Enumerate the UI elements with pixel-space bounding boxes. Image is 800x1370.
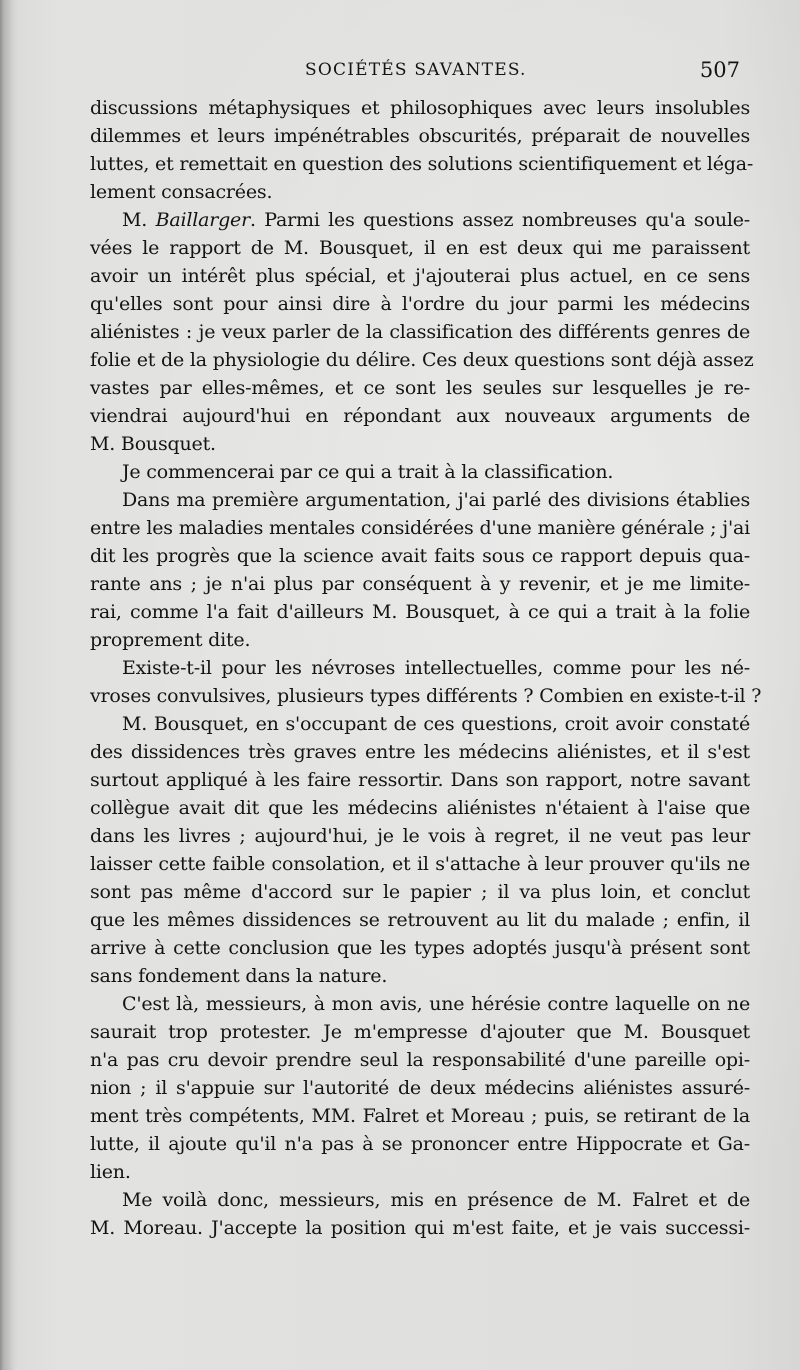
text-line: n'a pas cru devoir prendre seul la responsabilité d'une pareille opi- (90, 1049, 750, 1071)
text-line: arrive à cette conclusion que les types adoptés jusqu'à présent sont (90, 937, 750, 959)
text-line: lutte, il ajoute qu'il n'a pas à se prononcer entre Hippocrate et Ga- (90, 1133, 750, 1155)
text-line: dilemmes et leurs impénétrables obscurités, préparait de nouvelles (90, 125, 750, 147)
text-line: laisser cette faible consolation, et il s'attache à leur prouver qu'ils ne (90, 853, 750, 875)
text-line: rai, comme l'a fait d'ailleurs M. Bousquet, à ce qui a trait à la folie (90, 601, 750, 623)
text-line: dit les progrès que la science avait faits sous ce rapport depuis qua- (90, 545, 750, 567)
text-line: Me voilà donc, messieurs, mis en présence de M. Falret et de (122, 1189, 750, 1211)
text-line: avoir un intérêt plus spécial, et j'ajouterai plus actuel, en ce sens (90, 265, 750, 287)
text-line: folie et de la physiologie du délire. Ces deux questions sont déjà assez (90, 349, 754, 371)
text-line: collègue avait dit que les médecins aliénistes n'étaient à l'aise que (90, 797, 750, 819)
text-line: M. Bousquet. (90, 433, 216, 455)
text-line-speaker: M. Baillarger. Parmi les questions assez nombreuses qu'a soule- (122, 209, 751, 231)
text-line: sont pas même d'accord sur le papier ; il va plus loin, et conclut (90, 881, 750, 903)
text-line: proprement dite. (90, 629, 251, 651)
text-line: nion ; il s'appuie sur l'autorité de deux médecins aliénistes assuré- (90, 1077, 750, 1099)
text-line: rante ans ; je n'ai plus par conséquent à y revenir, et je me limite- (90, 573, 750, 595)
text-line: lien. (90, 1161, 131, 1183)
text-line: dans les livres ; aujourd'hui, je le vois à regret, il ne veut pas leur (90, 825, 750, 847)
text-line: luttes, et remettait en question des solutions scientifiquement et léga- (90, 153, 754, 175)
text-line: vastes par elles-mêmes, et ce sont les seules sur lesquelles je re- (90, 377, 750, 399)
text-line: saurait trop protester. Je m'empresse d'ajouter que M. Bousquet (90, 1021, 750, 1043)
text-line: vroses convulsives, plusieurs types différents ? Combien en existe-t-il ? (90, 685, 762, 707)
text-line: M. Bousquet, en s'occupant de ces questions, croit avoir constaté (122, 713, 750, 735)
text-line: lement consacrées. (90, 181, 273, 203)
text-line: surtout appliqué à les faire ressortir. Dans son rapport, notre savant (90, 769, 750, 791)
text-line: viendrai aujourd'hui en répondant aux nouveaux arguments de (90, 405, 750, 427)
page-number: 507 (699, 58, 740, 82)
text-line: Je commencerai par ce qui a trait à la classification. (122, 461, 614, 483)
text-line: C'est là, messieurs, à mon avis, une hérésie contre laquelle on ne (122, 993, 750, 1015)
text-line: ment très compétents, MM. Falret et Moreau ; puis, se retirant de la (90, 1105, 750, 1127)
text-line: sans fondement dans la nature. (90, 965, 388, 987)
text-line: vées le rapport de M. Bousquet, il en est deux qui me paraissent (90, 237, 750, 259)
text-line: que les mêmes dissidences se retrouvent au lit du malade ; enfin, il (90, 909, 750, 931)
text-line: entre les maladies mentales considérées d'une manière générale ; j'ai (90, 517, 750, 539)
text-line: qu'elles sont pour ainsi dire à l'ordre du jour parmi les médecins (90, 293, 750, 315)
text-line: Dans ma première argumentation, j'ai parlé des divisions établies (122, 489, 750, 511)
speaker-name: Baillarger (155, 209, 250, 231)
running-head: SOCIÉTÉS SAVANTES. (305, 60, 527, 80)
text-line: M. Moreau. J'accepte la position qui m'est faite, et je vais successi- (90, 1217, 750, 1239)
text-line: Existe-t-il pour les névroses intellectuelles, comme pour les né- (122, 657, 750, 679)
text-line: des dissidences très graves entre les médecins aliénistes, et il s'est (90, 741, 750, 763)
text-line: aliénistes : je veux parler de la classification des différents genres de (90, 321, 750, 343)
text-line: discussions métaphysiques et philosophiques avec leurs insolubles (90, 97, 750, 119)
